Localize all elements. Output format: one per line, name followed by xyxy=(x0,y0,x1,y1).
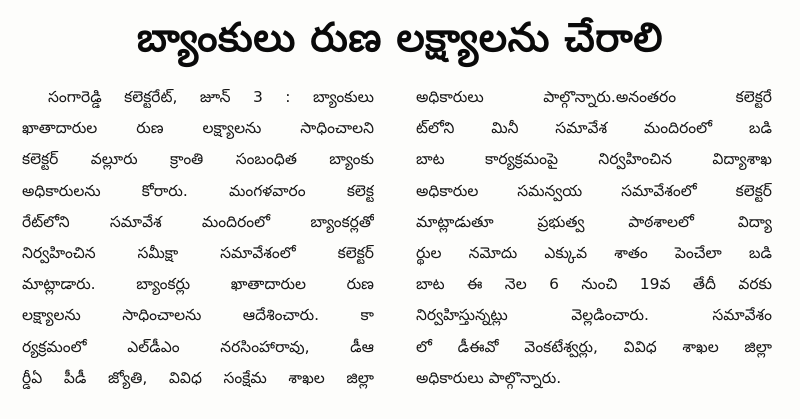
article-line: లో డీఈవో వెంకటేశ్వర్లు, వివిధ శాఖల జిల్లా xyxy=(416,337,772,356)
article-line: అధికారులు పాల్గొన్నారు.అనంతరం కలెక్టరే xyxy=(416,88,772,106)
article-line: అధికారుల సమన్వయ సమావేశంలో కలెక్టర్ xyxy=(416,181,772,200)
article-line: అధికారులు పాల్గొన్నారు. xyxy=(416,368,562,387)
article-line: ఖాతాదారుల రుణ లక్ష్యాలను సాధించాలని xyxy=(22,119,374,138)
headline: బ్యాంకులు రుణ లక్ష్యాలను చేరాలి xyxy=(136,15,664,61)
article-column-right xyxy=(416,82,772,394)
article-line: రేట్‌లోని సమావేశ మందిరంలో బ్యాంకర్లతో xyxy=(22,212,374,231)
article-line: బాట ఈ నెల 6 నుంచి 19వ తేదీ వరకు xyxy=(416,275,772,294)
article-line: నిర్వహించిన సమీక్షా సమావేశంలో కలెక్టర్ xyxy=(22,243,374,262)
article-line: ట్‌లోని మినీ సమావేశ మందిరంలో బడి xyxy=(416,119,772,138)
article-line: ర్థుల నమోదు ఎక్కువ శాతం పెంచేలా బడి xyxy=(416,243,772,262)
article-line: సంగారెడ్డి కలెక్టరేట్, జూన్ 3 : బ్యాంకులు xyxy=(48,88,374,106)
article-line: ర్డీఏ పీడీ జ్యోతి, వివిధ సంక్షేమ శాఖల జిల్లా xyxy=(22,368,374,387)
article-line: లక్ష్యాలను సాధించాలను ఆదేశించారు. కా xyxy=(22,306,374,325)
article-line: నిర్వహిస్తున్నట్లు వెల్లడించారు. సమావేశం xyxy=(416,306,772,325)
article-line: బాట కార్యక్రమంపై నిర్వహించిన విద్యాశాఖ xyxy=(416,150,772,169)
article-line: కలెక్టర్ వల్లూరు క్రాంతి సంబంధిత బ్యాంకు xyxy=(22,150,374,169)
article-line: మాట్లాడారు. బ్యాంకర్లు ఖాతాదారుల రుణ xyxy=(22,275,374,294)
article-line: అధికారులను కోరారు. మంగళవారం కలెక్ట xyxy=(22,181,374,200)
article-line: మాట్లాడుతూ ప్రభుత్వ పాఠశాలలో విద్యా xyxy=(416,212,772,231)
article-line: ర్యక్రమంలో ఎల్‌డీఎం నరసింహారావు, డీఆ xyxy=(22,337,374,356)
article-column-left xyxy=(22,82,374,394)
